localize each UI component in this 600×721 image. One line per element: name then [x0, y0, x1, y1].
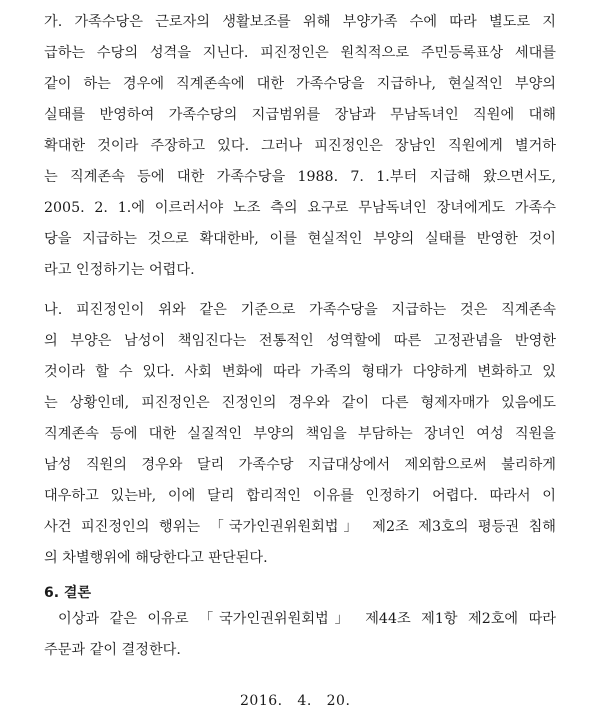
text-line: 는 직계존속 등에 대한 가족수당을 1988. 7. 1.부터 지급해 왔으면서도,	[44, 169, 556, 185]
text-line: 남성 직원의 경우와 달리 가족수당 지급대상에서 제외함으로써 불리하게	[44, 457, 556, 473]
text-line: 같이 하는 경우에 직계존속에 대한 가족수당을 지급하나, 현실적인 부양의	[44, 76, 556, 92]
text-line: 라고 인정하기는 어렵다.	[44, 262, 195, 278]
conclusion-heading: 6. 결론	[44, 585, 91, 601]
text-line: 직계존속 등에 대한 실질적인 부양의 책임을 부담하는 장녀인 여성 직원을	[44, 426, 556, 442]
text-line: 는 상황인데, 피진정인은 진정인의 경우와 같이 다른 형제자매가 있음에도	[44, 395, 556, 411]
text-line: 이상과 같은 이유로 「국가인권위원회법」 제44조 제1항 제2호에 따라	[58, 611, 556, 627]
text-line: 것이라 할 수 있다. 사회 변화에 따라 가족의 형태가 다양하게 변화하고 있	[44, 364, 556, 380]
text-line: 당을 지급하는 것으로 확대한바, 이를 현실적인 부양의 실태를 반영한 것이	[44, 231, 556, 247]
text-line: 급하는 수당의 성격을 지닌다. 피진정인은 원칙적으로 주민등록표상 세대를	[44, 45, 556, 61]
paragraph-conclusion	[44, 604, 556, 666]
text-line: 사건 피진정인의 행위는 「국가인권위원회법」 제2조 제3호의 평등권 침해	[44, 519, 556, 535]
text-line: 대우하고 있는바, 이에 달리 합리적인 이유를 인정하기 어렵다. 따라서 이	[44, 488, 556, 504]
text-line: 의 차별행위에 해당한다고 판단된다.	[44, 550, 268, 566]
text-line: 주문과 같이 결정한다.	[44, 642, 181, 658]
text-line: 실태를 반영하여 가족수당의 지급범위를 장남과 무남독녀인 직원에 대해	[44, 107, 556, 123]
paragraph-na	[44, 295, 556, 574]
text-line: 가. 가족수당은 근로자의 생활보조를 위해 부양가족 수에 따라 별도로 지	[44, 14, 556, 30]
decision-date: 2016. 4. 20.	[240, 693, 351, 709]
text-line: 확대한 것이라 주장하고 있다. 그러나 피진정인은 장남인 직원에게 별거하	[44, 138, 556, 154]
text-line: 2005. 2. 1.에 이르러서야 노조 측의 요구로 무남독녀인 장녀에게도 가족수	[44, 200, 556, 216]
paragraph-ga	[44, 7, 556, 286]
text-line: 나. 피진정인이 위와 같은 기준으로 가족수당을 지급하는 것은 직계존속	[44, 302, 556, 318]
text-line: 의 부양은 남성이 책임진다는 전통적인 성역할에 따른 고정관념을 반영한	[44, 333, 556, 349]
